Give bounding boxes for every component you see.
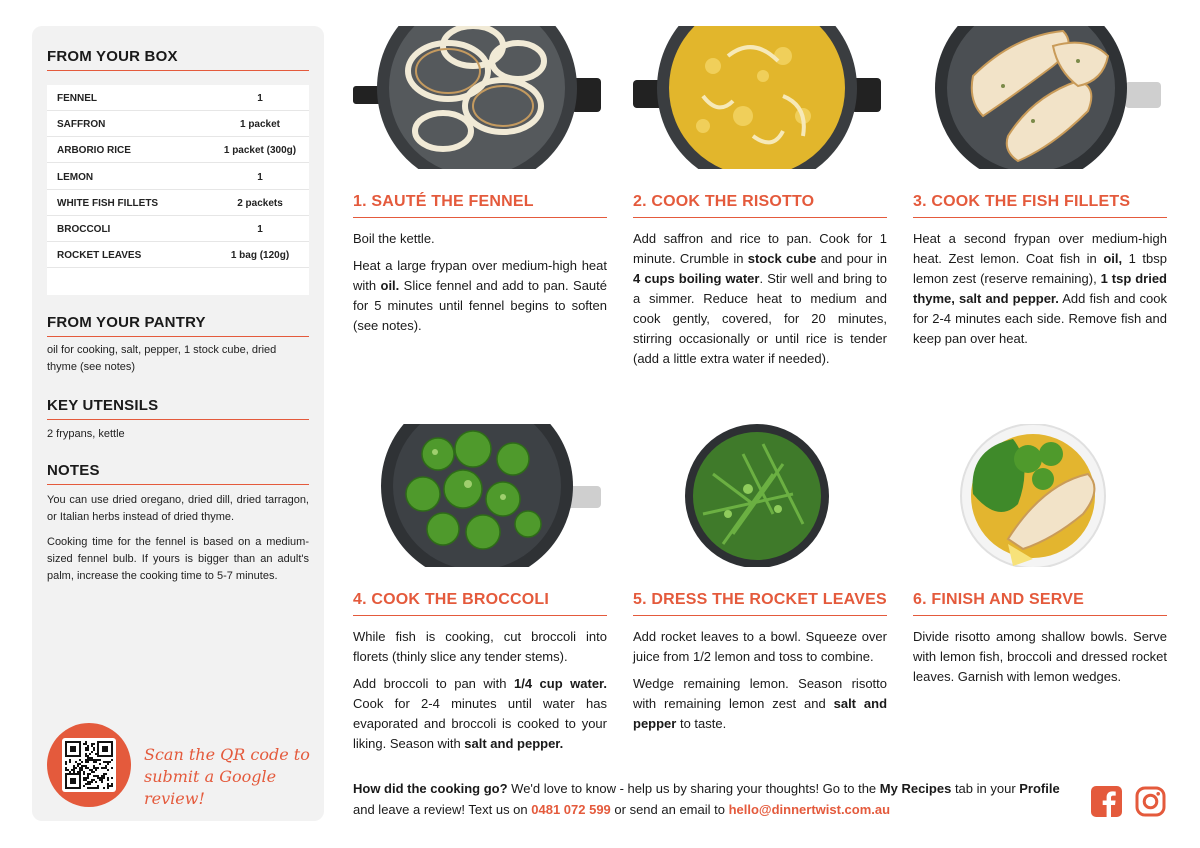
- box-ingredients-table: [47, 85, 309, 295]
- ingredient-quantity: 1 packet: [239, 119, 281, 131]
- fish-pan-photo: [913, 26, 1161, 169]
- table-row: [47, 164, 309, 190]
- ingredient-name: SAFFRON: [57, 119, 106, 131]
- instruction-text: While fish is cooking, cut broccoli into florets (thinly slice any tender stems).: [353, 629, 607, 664]
- ingredient-quantity: 1: [257, 224, 263, 235]
- table-row: [47, 216, 309, 242]
- qr-prompt-line-2: submit a Google review!: [144, 767, 277, 808]
- step-rule: [633, 217, 887, 218]
- step-paragraph: [353, 627, 607, 667]
- footer-text: and leave a review! Text us on: [353, 802, 532, 817]
- ingredients-sidebar: [32, 26, 324, 821]
- bold-ingredient: 1/4 cup water.: [514, 676, 608, 691]
- heading-rule: [47, 484, 309, 485]
- step-rule: [353, 615, 607, 616]
- bold-ingredient: stock cube: [747, 251, 817, 266]
- step-rule: [913, 615, 1167, 616]
- fennel-pan-photo: [353, 26, 601, 169]
- rocket-bowl-photo: [633, 424, 881, 567]
- ingredient-name: ARBORIO RICE: [57, 145, 131, 157]
- instruction-text: Cook for 2-4 minutes until water has evaporated and broccoli is cooked to your liking. Season with: [353, 696, 607, 751]
- footer-emphasis: My Recipes: [879, 781, 952, 796]
- step-paragraph: [353, 256, 607, 336]
- step-title: 5. DRESS THE ROCKET LEAVES: [633, 591, 887, 608]
- footer-text: tab in your: [951, 781, 1020, 796]
- instruction-text: to taste.: [676, 716, 727, 731]
- instruction-text: 1 tbsp lemon zest (reserve remaining),: [913, 251, 1167, 286]
- instruction-text: Wedge remaining lemon. Season risotto with remaining lemon zest and: [633, 676, 887, 711]
- table-row: [47, 85, 309, 111]
- qr-code-icon[interactable]: [62, 738, 116, 792]
- ingredient-name: ROCKET LEAVES: [57, 250, 142, 262]
- broccoli-pan-photo: [353, 424, 601, 567]
- footer-emphasis: Profile: [1019, 781, 1060, 796]
- qr-prompt-line-1: Scan the QR code to: [144, 745, 310, 764]
- ingredient-quantity: 1: [257, 171, 263, 183]
- step-title: 6. FINISH AND SERVE: [913, 591, 1084, 608]
- step-instructions: [633, 229, 887, 376]
- ingredient-name: BROCCOLI: [57, 224, 111, 235]
- utensils-text: 2 frypans, kettle: [47, 428, 125, 440]
- table-row: [47, 242, 309, 268]
- step-instructions: [353, 229, 607, 343]
- instruction-text: Heat a large frypan over medium-high heat with: [353, 258, 607, 293]
- table-row: [47, 190, 309, 216]
- email-link[interactable]: hello@dinnertwist.com.au: [728, 802, 891, 817]
- pantry-text: oil for cooking, salt, pepper, 1 stock cube, dried thyme (see notes): [47, 344, 277, 373]
- note-1: You can use dried oregano, dried dill, dried tarragon, or Italian herbs instead of dried thyme.: [47, 494, 309, 523]
- bold-ingredient: oil,: [1103, 251, 1123, 266]
- facebook-icon[interactable]: [1091, 786, 1122, 817]
- ingredient-name: FENNEL: [57, 93, 97, 104]
- from-your-box-heading: FROM YOUR BOX: [47, 48, 178, 65]
- table-row: [47, 137, 309, 163]
- instruction-text: Heat a second frypan over medium-high heat. Zest lemon. Coat fish in: [913, 231, 1167, 266]
- step-rule: [633, 615, 887, 616]
- heading-rule: [47, 336, 309, 337]
- heading-rule: [47, 419, 309, 420]
- ingredient-quantity: 2 packets: [237, 197, 283, 209]
- from-your-pantry-heading: FROM YOUR PANTRY: [47, 314, 206, 331]
- instruction-text: and pour in: [816, 251, 887, 266]
- instruction-text: Divide risotto among shallow bowls. Serve with lemon fish, broccoli and dressed rocket leaves. Garnish with lemon wedges.: [913, 629, 1167, 684]
- instruction-text: Add fish and cook for 2-4 minutes each side. Remove fish and keep pan over heat.: [913, 291, 1167, 346]
- key-utensils-heading: KEY UTENSILS: [47, 397, 159, 414]
- instagram-icon[interactable]: [1135, 786, 1166, 817]
- notes-heading: NOTES: [47, 462, 100, 479]
- ingredient-quantity: 1 bag (120g): [230, 250, 290, 262]
- step-paragraph: [353, 674, 607, 754]
- instruction-text: Slice fennel and add to pan. Sauté for 5 minutes until fennel begins to soften (see notes).: [353, 278, 607, 333]
- bold-ingredient: oil.: [380, 278, 400, 293]
- risotto-pan-photo: [633, 26, 881, 169]
- table-row: [47, 111, 309, 137]
- step-paragraph: [633, 674, 887, 734]
- qr-review-prompt: [144, 744, 319, 810]
- step-title: 4. COOK THE BROCCOLI: [353, 591, 550, 608]
- note-2: Cooking time for the fennel is based on a medium-sized fennel bulb. If yours is bigger than an adult's palm, increase the cooking time to 5-7 minutes.: [47, 536, 309, 582]
- bold-ingredient: 1 tsp dried thyme, salt and pepper.: [913, 271, 1167, 306]
- footer-text: or send an email to: [610, 802, 729, 817]
- step-title: 3. COOK THE FISH FILLETS: [913, 193, 1131, 210]
- footer-text: We'd love to know - help us by sharing your thoughts! Go to the: [507, 781, 880, 796]
- step-instructions: [633, 627, 887, 741]
- step-rule: [353, 217, 607, 218]
- ingredient-name: WHITE FISH FILLETS: [57, 197, 159, 209]
- heading-rule: [47, 70, 309, 71]
- step-title: 1. SAUTÉ THE FENNEL: [353, 193, 534, 210]
- ingredient-quantity: 1: [257, 93, 263, 104]
- step-title: 2. COOK THE RISOTTO: [633, 193, 815, 210]
- step-paragraph: [353, 229, 607, 249]
- instruction-text: Add rocket leaves to a bowl. Squeeze over juice from 1/2 lemon and toss to combine.: [633, 629, 887, 664]
- footer-emphasis: How did the cooking go?: [353, 781, 508, 796]
- step-paragraph: [913, 229, 1167, 349]
- step-paragraph: [633, 229, 887, 369]
- bold-ingredient: 4 cups boiling water: [633, 271, 760, 286]
- instruction-text: Add broccoli to pan with: [353, 676, 514, 691]
- ingredient-quantity: 1 packet (300g): [223, 145, 297, 157]
- feedback-footer: [353, 778, 1073, 820]
- finished-dish-photo: [913, 424, 1161, 567]
- step-instructions: [913, 229, 1167, 356]
- bold-ingredient: salt and pepper.: [464, 736, 564, 751]
- step-paragraph: [633, 627, 887, 667]
- instruction-text: Boil the kettle.: [353, 231, 435, 246]
- step-instructions: [913, 627, 1167, 694]
- step-paragraph: [913, 627, 1167, 687]
- step-instructions: [353, 627, 607, 761]
- bold-ingredient: salt and pepper: [633, 696, 888, 731]
- instruction-text: . Stir well and bring to a simmer. Reduce heat to medium and cook gently, covered, for 20 minutes, stirring occasionally or until rice is tender (add a little extra water if needed).: [633, 271, 887, 366]
- ingredient-name: LEMON: [57, 171, 94, 183]
- step-rule: [913, 217, 1167, 218]
- instruction-text: Add saffron and rice to pan. Cook for 1 minute. Crumble in: [633, 231, 887, 266]
- phone-link[interactable]: 0481 072 599: [531, 802, 611, 817]
